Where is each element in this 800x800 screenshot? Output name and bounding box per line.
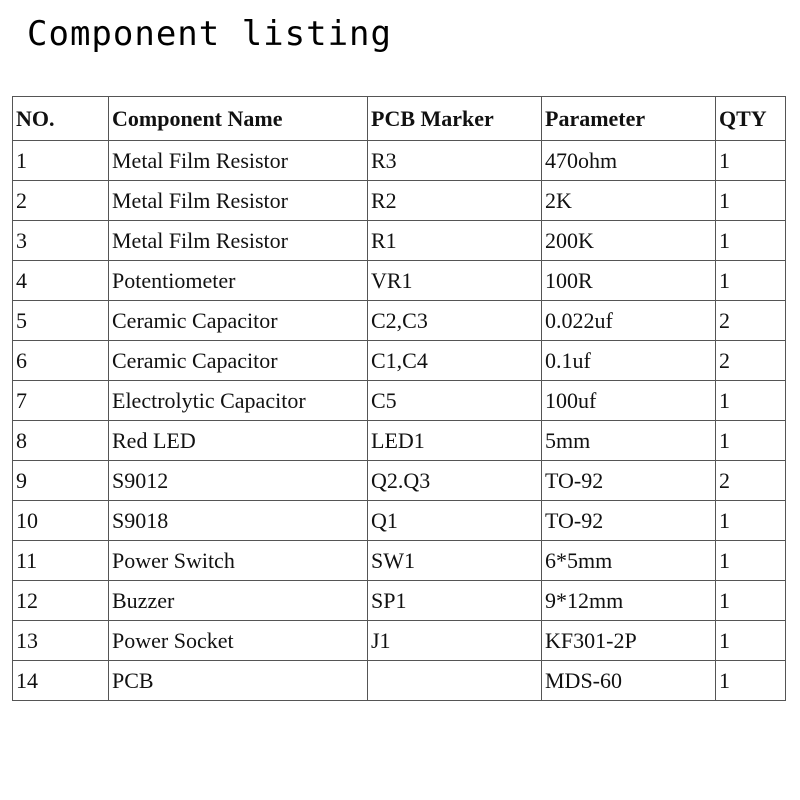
table-header-row <box>13 97 786 141</box>
table-row <box>13 621 786 661</box>
cell-pcb-marker: C1,C4 <box>368 341 542 381</box>
cell-pcb-marker <box>368 661 542 701</box>
cell-pcb-marker: SP1 <box>368 581 542 621</box>
cell-component-name: Metal Film Resistor <box>109 221 368 261</box>
table-row <box>13 581 786 621</box>
cell-parameter: 6*5mm <box>542 541 716 581</box>
cell-component-name: Power Socket <box>109 621 368 661</box>
cell-no: 6 <box>13 341 109 381</box>
cell-component-name: Metal Film Resistor <box>109 181 368 221</box>
table-row <box>13 341 786 381</box>
cell-no: 10 <box>13 501 109 541</box>
cell-pcb-marker: R1 <box>368 221 542 261</box>
cell-no: 14 <box>13 661 109 701</box>
cell-pcb-marker: R2 <box>368 181 542 221</box>
cell-component-name: Buzzer <box>109 581 368 621</box>
cell-qty: 1 <box>716 541 786 581</box>
header-pcb-marker: PCB Marker <box>368 97 542 141</box>
cell-parameter: KF301-2P <box>542 621 716 661</box>
cell-component-name: PCB <box>109 661 368 701</box>
cell-qty: 1 <box>716 421 786 461</box>
cell-component-name: Metal Film Resistor <box>109 141 368 181</box>
component-table <box>12 96 786 701</box>
table-row <box>13 461 786 501</box>
cell-no: 11 <box>13 541 109 581</box>
cell-pcb-marker: R3 <box>368 141 542 181</box>
header-parameter: Parameter <box>542 97 716 141</box>
cell-parameter: 9*12mm <box>542 581 716 621</box>
cell-pcb-marker: C2,C3 <box>368 301 542 341</box>
cell-component-name: Electrolytic Capacitor <box>109 381 368 421</box>
cell-qty: 1 <box>716 501 786 541</box>
table-row <box>13 221 786 261</box>
cell-component-name: S9018 <box>109 501 368 541</box>
cell-parameter: 0.1uf <box>542 341 716 381</box>
table-row <box>13 541 786 581</box>
cell-pcb-marker: VR1 <box>368 261 542 301</box>
table-row <box>13 661 786 701</box>
cell-parameter: 100R <box>542 261 716 301</box>
table-row <box>13 381 786 421</box>
table-row <box>13 421 786 461</box>
cell-no: 1 <box>13 141 109 181</box>
cell-qty: 1 <box>716 141 786 181</box>
cell-qty: 1 <box>716 181 786 221</box>
cell-qty: 1 <box>716 621 786 661</box>
cell-parameter: TO-92 <box>542 501 716 541</box>
header-component-name: Component Name <box>109 97 368 141</box>
table-row <box>13 181 786 221</box>
cell-no: 8 <box>13 421 109 461</box>
cell-component-name: Ceramic Capacitor <box>109 301 368 341</box>
cell-component-name: Red LED <box>109 421 368 461</box>
cell-no: 13 <box>13 621 109 661</box>
table-row <box>13 501 786 541</box>
cell-no: 5 <box>13 301 109 341</box>
page-title: Component listing <box>27 14 392 54</box>
cell-parameter: 2K <box>542 181 716 221</box>
cell-qty: 2 <box>716 341 786 381</box>
header-qty: QTY <box>716 97 786 141</box>
cell-parameter: MDS-60 <box>542 661 716 701</box>
cell-pcb-marker: Q1 <box>368 501 542 541</box>
cell-qty: 1 <box>716 661 786 701</box>
cell-component-name: S9012 <box>109 461 368 501</box>
table-body <box>13 141 786 701</box>
cell-no: 9 <box>13 461 109 501</box>
cell-component-name: Potentiometer <box>109 261 368 301</box>
cell-pcb-marker: Q2.Q3 <box>368 461 542 501</box>
table-row <box>13 301 786 341</box>
cell-qty: 1 <box>716 261 786 301</box>
cell-component-name: Power Switch <box>109 541 368 581</box>
cell-pcb-marker: C5 <box>368 381 542 421</box>
cell-pcb-marker: J1 <box>368 621 542 661</box>
cell-qty: 1 <box>716 381 786 421</box>
cell-qty: 1 <box>716 581 786 621</box>
cell-no: 2 <box>13 181 109 221</box>
cell-qty: 2 <box>716 461 786 501</box>
table-row <box>13 141 786 181</box>
cell-component-name: Ceramic Capacitor <box>109 341 368 381</box>
cell-qty: 1 <box>716 221 786 261</box>
cell-pcb-marker: LED1 <box>368 421 542 461</box>
cell-no: 12 <box>13 581 109 621</box>
cell-parameter: 470ohm <box>542 141 716 181</box>
cell-parameter: 100uf <box>542 381 716 421</box>
table-row <box>13 261 786 301</box>
cell-no: 7 <box>13 381 109 421</box>
cell-parameter: 0.022uf <box>542 301 716 341</box>
cell-parameter: 200K <box>542 221 716 261</box>
header-no: NO. <box>13 97 109 141</box>
cell-qty: 2 <box>716 301 786 341</box>
cell-parameter: 5mm <box>542 421 716 461</box>
cell-pcb-marker: SW1 <box>368 541 542 581</box>
cell-no: 3 <box>13 221 109 261</box>
cell-parameter: TO-92 <box>542 461 716 501</box>
cell-no: 4 <box>13 261 109 301</box>
